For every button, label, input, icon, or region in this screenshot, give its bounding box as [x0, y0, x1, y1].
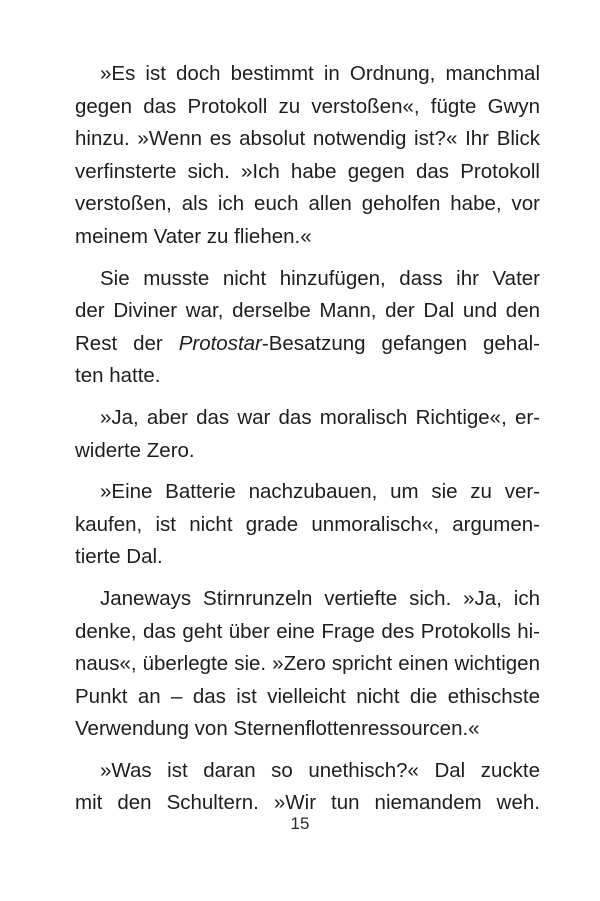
text-line: »Es ist doch bestimmt in Ordnung, manchmal	[100, 62, 540, 85]
text-fragment: -Besatzung gefangen gehal-	[261, 331, 540, 355]
text-line: Janeways Stirnrunzeln vertiefte sich. »Ja, ich	[100, 586, 540, 610]
page-number: 15	[290, 814, 310, 833]
paragraph	[75, 476, 540, 574]
text-line: hinzu. »Wenn es absolut notwendig ist?« Ihr Blick	[75, 127, 540, 151]
text-line: naus«, überlegte sie. »Zero spricht einen wichtigen	[75, 652, 540, 676]
text-line: Sie musste nicht hinzufügen, dass ihr Vater	[100, 266, 540, 290]
text-line: meinem Vater zu fliehen.«	[75, 224, 312, 248]
text-line: »Eine Batterie nachzubauen, um sie zu ver-	[100, 480, 540, 504]
ship-name: Protostar	[178, 331, 262, 355]
text-line: tierte Dal.	[75, 545, 163, 569]
text-fragment: Rest der	[75, 331, 179, 355]
text-line: verstoßen, als ich euch allen geholfen habe, vor	[75, 192, 540, 216]
text-line: verfinsterte sich. »Ich habe gegen das Protokoll	[75, 159, 540, 183]
text-line	[75, 328, 540, 361]
paragraph	[75, 583, 540, 746]
text-line: widerte Zero.	[75, 438, 195, 462]
text-line: der Diviner war, derselbe Mann, der Dal und den	[75, 299, 540, 323]
text-line: gegen das Protokoll zu verstoßen«, fügte Gwyn	[75, 94, 540, 118]
paragraph	[75, 58, 540, 254]
paragraph	[75, 263, 540, 393]
text-line: ten hatte.	[75, 364, 161, 388]
text-line: »Was ist daran so unethisch?« Dal zuckte	[100, 758, 540, 782]
text-line: Verwendung von Sternenflottenressourcen.«	[75, 717, 480, 741]
text-line: kaufen, ist nicht grade unmoralisch«, argumen-	[75, 512, 540, 536]
text-line: Punkt an – das ist vielleicht nicht die ethischste	[75, 684, 540, 708]
paragraph	[75, 402, 540, 467]
text-line: denke, das geht über eine Frage des Protokolls hi-	[75, 619, 540, 643]
page-body	[75, 58, 540, 829]
text-line: mit den Schultern. »Wir tun niemandem weh.	[75, 791, 540, 815]
text-line: »Ja, aber das war das moralisch Richtige«, er-	[100, 405, 540, 429]
paragraph	[75, 755, 540, 820]
